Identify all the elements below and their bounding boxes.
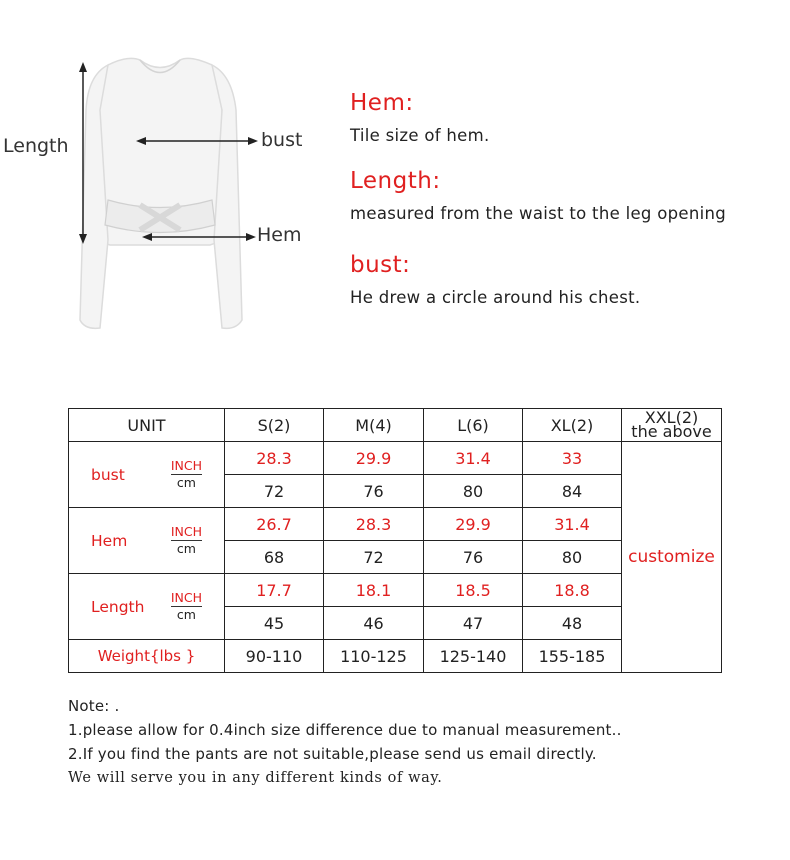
table-cell: 46 (324, 607, 424, 640)
note-title: Note: . (68, 697, 120, 715)
header-size-l: L(6) (424, 409, 523, 442)
unit-cm: cm (176, 541, 196, 556)
table-cell: 45 (225, 607, 324, 640)
header-xxl-line1: XXL(2) (644, 408, 699, 427)
hem-definition: Tile size of hem. (350, 126, 490, 145)
customize-cell: customize (622, 442, 722, 673)
measurement-label-cell (69, 442, 225, 508)
header-xxl-line2: the above (631, 422, 712, 441)
length-term: Length: (350, 168, 441, 194)
weight-label: Weight{lbs } (69, 640, 225, 673)
unit-cm: cm (176, 475, 196, 490)
table-cell: 33 (523, 442, 622, 475)
table-cell: 80 (424, 475, 523, 508)
table-cell: 80 (523, 541, 622, 574)
table-cell: 31.4 (424, 442, 523, 475)
unit-inch: INCH (171, 592, 202, 608)
length-definition: measured from the waist to the leg opening (350, 204, 727, 223)
unit-inch: INCH (171, 460, 202, 476)
table-cell: 110-125 (324, 640, 424, 673)
measurement-label-cell (69, 508, 225, 574)
table-cell: 68 (225, 541, 324, 574)
header-size-xl: XL(2) (523, 409, 622, 442)
table-cell: 18.8 (523, 574, 622, 607)
table-cell: 72 (225, 475, 324, 508)
table-cell: 28.3 (225, 442, 324, 475)
header-size-m: M(4) (324, 409, 424, 442)
table-cell: 29.9 (324, 442, 424, 475)
table-cell: 31.4 (523, 508, 622, 541)
measurement-name: Hem (91, 531, 128, 550)
measurement-name: Length (91, 597, 145, 616)
table-row (69, 442, 722, 475)
header-unit: UNIT (69, 409, 225, 442)
note-line-1: 1.please allow for 0.4inch size difference due to manual measurement.. (68, 721, 622, 739)
note-line-3: We will serve you in any different kinds of way. (68, 770, 443, 786)
table-cell: 17.7 (225, 574, 324, 607)
table-cell: 84 (523, 475, 622, 508)
table-header-row (69, 409, 722, 442)
measurement-name: bust (91, 465, 125, 484)
crop-top-illustration (0, 40, 330, 350)
size-diagram (0, 40, 330, 350)
table-cell: 76 (424, 541, 523, 574)
bust-label: bust (261, 129, 303, 151)
table-cell: 76 (324, 475, 424, 508)
unit-indicator (170, 523, 202, 556)
hem-term: Hem: (350, 90, 414, 116)
note-line-2: 2.If you find the pants are not suitable,please send us email directly. (68, 745, 597, 763)
table-cell: 18.5 (424, 574, 523, 607)
table-cell: 29.9 (424, 508, 523, 541)
table-cell: 90-110 (225, 640, 324, 673)
table-cell: 26.7 (225, 508, 324, 541)
unit-cm: cm (176, 607, 196, 622)
unit-indicator (170, 457, 202, 490)
table-cell: 155-185 (523, 640, 622, 673)
bust-definition: He drew a circle around his chest. (350, 288, 641, 307)
unit-indicator (170, 589, 202, 622)
header-size-xxl (622, 409, 722, 442)
table-cell: 48 (523, 607, 622, 640)
table-cell: 125-140 (424, 640, 523, 673)
size-chart-table (68, 408, 722, 673)
table-cell: 28.3 (324, 508, 424, 541)
length-label: Length (3, 135, 69, 157)
table-cell: 18.1 (324, 574, 424, 607)
table-cell: 47 (424, 607, 523, 640)
header-size-s: S(2) (225, 409, 324, 442)
hem-label: Hem (257, 224, 302, 246)
unit-inch: INCH (171, 526, 202, 542)
table-cell: 72 (324, 541, 424, 574)
bust-term: bust: (350, 252, 411, 278)
measurement-label-cell (69, 574, 225, 640)
